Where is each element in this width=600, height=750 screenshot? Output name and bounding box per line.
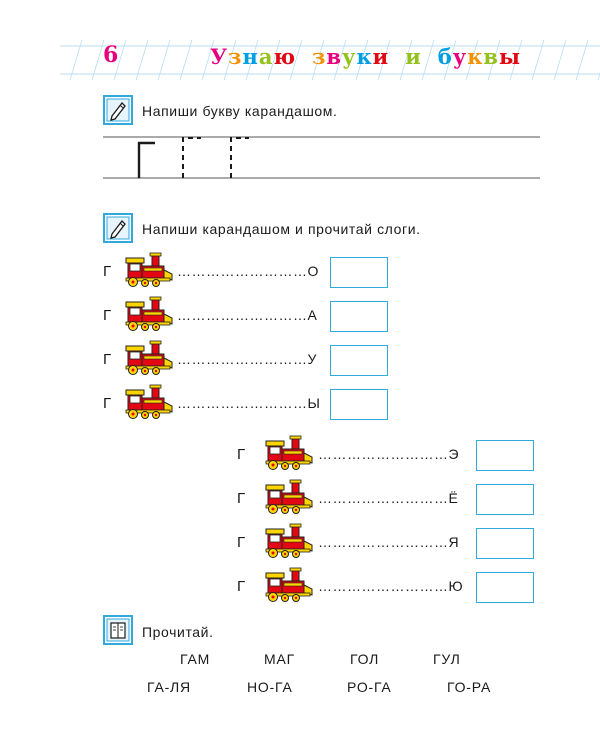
train-icon bbox=[264, 479, 314, 515]
dots-line: ……………………… bbox=[318, 490, 449, 506]
syllable-vowel: Ё bbox=[448, 490, 459, 506]
dots-line: ……………………… bbox=[177, 307, 308, 323]
page-title bbox=[210, 44, 537, 69]
dots-line: ……………………… bbox=[177, 263, 308, 279]
pencil-icon bbox=[103, 213, 133, 243]
syllable-consonant: Г bbox=[237, 578, 246, 595]
title-letter: к bbox=[467, 44, 484, 69]
train-icon bbox=[124, 296, 174, 332]
read-word: ГАМ bbox=[180, 651, 211, 667]
read-word: ГОЛ bbox=[350, 651, 380, 667]
title-letter: а bbox=[258, 44, 274, 69]
trace-dots bbox=[318, 490, 458, 506]
syllable-vowel: У bbox=[307, 351, 317, 367]
title-letter: и bbox=[372, 44, 390, 69]
dots-line: ……………………… bbox=[177, 351, 308, 367]
answer-box[interactable] bbox=[476, 528, 534, 559]
read-syllable-word: НО-ГА bbox=[247, 679, 293, 695]
syllable-consonant: Г bbox=[237, 490, 246, 507]
train-icon bbox=[124, 340, 174, 376]
title-word bbox=[405, 44, 422, 69]
trace-dots bbox=[318, 446, 459, 462]
title-letter: н bbox=[242, 44, 259, 69]
dots-line: ……………………… bbox=[177, 395, 308, 411]
syllable-vowel: Ы bbox=[307, 395, 321, 411]
title-letter: у bbox=[341, 44, 357, 69]
trace-dots bbox=[177, 395, 320, 411]
read-syllable-word: ГА-ЛЯ bbox=[147, 679, 191, 695]
task3-instruction: Прочитай. bbox=[142, 624, 214, 640]
title-letter: в bbox=[483, 44, 499, 69]
train-icon bbox=[124, 252, 174, 288]
title-letter: к bbox=[356, 44, 373, 69]
dots-line: ……………………… bbox=[318, 534, 449, 550]
syllable-consonant: Г bbox=[103, 395, 112, 412]
trace-dots bbox=[177, 263, 319, 279]
read-word: МАГ bbox=[264, 651, 295, 667]
answer-box[interactable] bbox=[330, 389, 388, 420]
read-syllable-word: РО-ГА bbox=[347, 679, 392, 695]
title-letter: в bbox=[326, 44, 342, 69]
syllable-vowel: Я bbox=[448, 534, 460, 550]
task1-instruction: Напиши букву карандашом. bbox=[142, 103, 338, 119]
title-letter: з bbox=[228, 44, 243, 69]
title-word bbox=[210, 44, 296, 69]
syllable-consonant: Г bbox=[237, 534, 246, 551]
title-letter: ы bbox=[499, 44, 522, 69]
syllable-consonant: Г bbox=[103, 351, 112, 368]
syllable-vowel: О bbox=[307, 263, 319, 279]
title-letter: у bbox=[452, 44, 468, 69]
title-word bbox=[312, 44, 389, 69]
pencil-icon bbox=[103, 95, 133, 125]
dots-line: ……………………… bbox=[318, 578, 449, 594]
trace-dots bbox=[177, 351, 317, 367]
train-icon bbox=[264, 567, 314, 603]
answer-box[interactable] bbox=[330, 345, 388, 376]
answer-box[interactable] bbox=[476, 484, 534, 515]
read-word: ГУЛ bbox=[433, 651, 461, 667]
train-icon bbox=[264, 523, 314, 559]
train-icon bbox=[264, 435, 314, 471]
syllable-vowel: Ю bbox=[448, 578, 464, 594]
syllable-consonant: Г bbox=[103, 307, 112, 324]
trace-dots bbox=[318, 534, 459, 550]
syllable-consonant: Г bbox=[103, 263, 112, 280]
letter-sample bbox=[139, 143, 155, 178]
title-letter: ю bbox=[273, 44, 296, 69]
syllable-consonant: Г bbox=[237, 446, 246, 463]
answer-box[interactable] bbox=[330, 257, 388, 288]
trace-dots bbox=[318, 578, 463, 594]
syllable-vowel: Э bbox=[448, 446, 460, 462]
answer-box[interactable] bbox=[330, 301, 388, 332]
writing-lines bbox=[103, 133, 540, 181]
read-syllable-word: ГО-РА bbox=[447, 679, 492, 695]
task2-instruction: Напиши карандашом и прочитай слоги. bbox=[142, 221, 421, 237]
title-word bbox=[438, 44, 521, 69]
syllable-vowel: А bbox=[307, 307, 318, 323]
answer-box[interactable] bbox=[476, 440, 534, 471]
title-letter: У bbox=[210, 44, 229, 69]
answer-box[interactable] bbox=[476, 572, 534, 603]
train-icon bbox=[124, 384, 174, 420]
title-letter: и bbox=[405, 44, 422, 69]
dots-line: ……………………… bbox=[318, 446, 449, 462]
trace-dots bbox=[177, 307, 317, 323]
book-icon bbox=[103, 615, 133, 645]
title-letter: з bbox=[311, 44, 327, 69]
title-letter: б bbox=[437, 44, 453, 69]
page-number: 6 bbox=[103, 42, 119, 68]
